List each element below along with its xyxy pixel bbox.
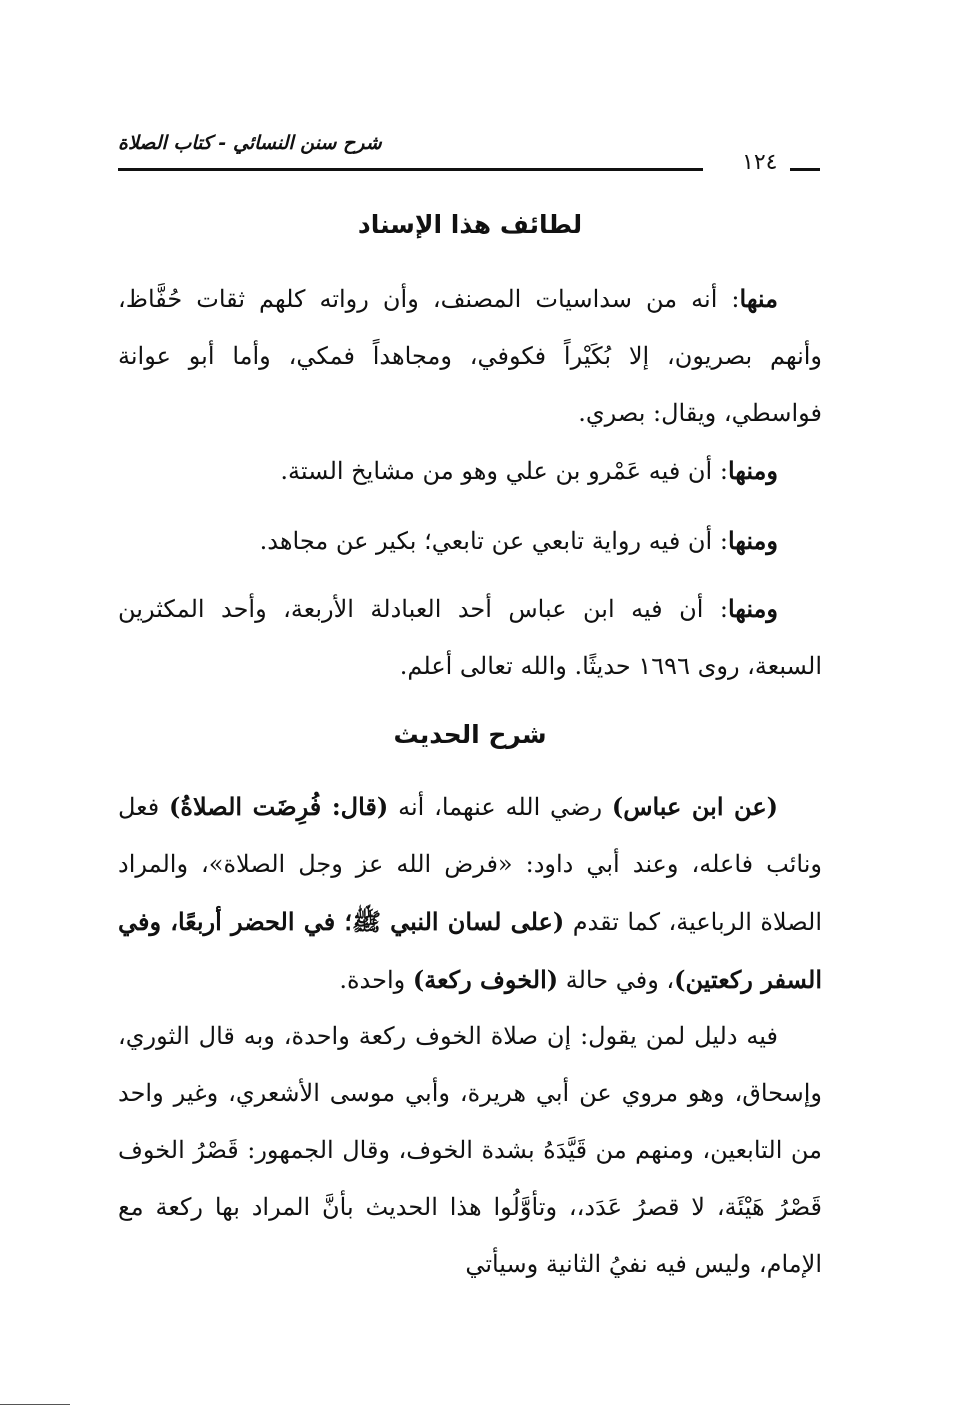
page-number: ١٢٤ [742, 150, 778, 175]
quoted-phrase: (عن ابن عباس) [611, 792, 779, 821]
paragraph-isnad-1 [118, 270, 822, 442]
section-heading-sharh: شرح الحديث [393, 720, 547, 749]
header-rule [118, 168, 703, 171]
paragraph-text: : أن فيه رواية تابعي عن تابعي؛ بكير عن مجاهد. [259, 527, 728, 555]
paragraph-lead: ومنها [727, 594, 778, 623]
quoted-phrase: (قال: فُرِضَت الصلاةُ) [169, 792, 389, 821]
paragraph-isnad-3 [118, 512, 822, 570]
paragraph-isnad-2 [118, 442, 822, 500]
scan-edge-line [0, 1404, 70, 1405]
page-number-dash [790, 168, 820, 171]
quoted-phrase: (الخوف ركعة) [412, 965, 559, 994]
paragraph-isnad-4 [118, 580, 822, 695]
paragraph-text: : أن فيه ابن عباس أحد العبادلة الأربعة، وأحد المكثرين السبعة، روى ١٦٩٦ حديثًا. والله تعالى أعلم. [118, 595, 822, 680]
section-heading-isnad: لطائف هذا الإسناد [357, 210, 583, 239]
paragraph-lead: ومنها [727, 456, 778, 485]
paragraph-text: فعل ونائب فاعله، وعند أبي داود: «فرض الله عز وجل الصلاة»، والمراد الصلاة الرباعية، كما تقدم [118, 793, 823, 936]
quoted-phrase: (على لسان النبي ﷺ؛ في الحضر أربعًا، وفي السفر ركعتين) [118, 907, 822, 994]
running-title: شرح سنن النسائي - كتاب الصلاة [118, 132, 382, 154]
paragraph-lead: منها [739, 284, 778, 313]
paragraph-sharh-2 [118, 1008, 822, 1293]
paragraph-text: : أن فيه عَمْرو بن علي وهو من مشايخ الستة. [280, 457, 728, 485]
paragraph-sharh-1 [118, 778, 822, 1009]
paragraph-text: ، وفي حالة [558, 966, 675, 994]
paragraph-text: فيه دليل لمن يقول: إن صلاة الخوف ركعة واحدة، وبه قال الثوري، وإسحاق، وهو مروي عن أبي هريرة، وأبي موسى الأشعري، وغير واحد من التابعين، ومنهم من قَيَّدَهُ بشدة الخوف، وقال الجمهور: قَصْرُ الخوف قَصْرُ هَيْئَة، لا قصرُ عَدَد،، وتأوَّلُوا هذا الحديث بأنَّ المراد بها ركعة مع الإمام، وليس فيه نفيُ الثانية وسيأتي [118, 1022, 822, 1278]
paragraph-text: : أنه من سداسيات المصنف، وأن رواته كلهم ثقات حُفَّاظ، وأنهم بصريون، إلا بُكَيْراً فكوفي، ومجاهداً فمكي، وأما أبو عوانة فواسطي، ويقال: بصري. [118, 285, 822, 427]
paragraph-lead: ومنها [727, 526, 778, 555]
paragraph-text: رضي الله عنهما، أنه [388, 793, 612, 821]
paragraph-text: واحدة. [339, 966, 413, 994]
